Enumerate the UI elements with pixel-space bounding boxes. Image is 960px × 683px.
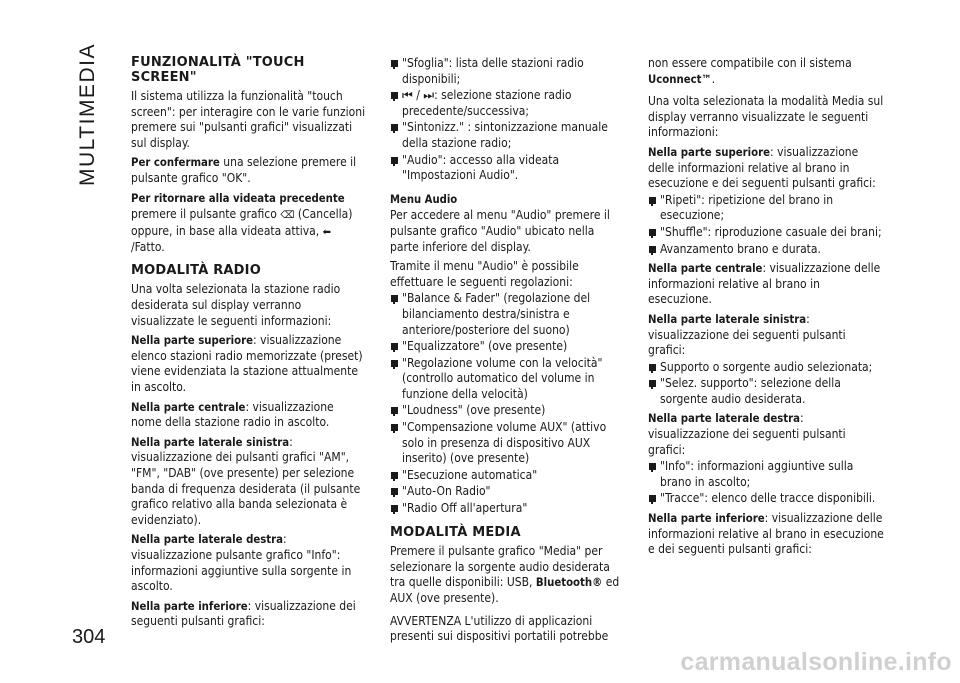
bullet-icon — [649, 229, 656, 236]
column-1 — [131, 56, 367, 631]
heading-media: MODALITÀ MEDIA — [390, 524, 521, 540]
list-item: "Sintonizz." : sintonizzazione manuale della stazione radio; — [390, 120, 626, 151]
paragraph-media-left: Nella parte laterale sinistra: visualizzazione dei seguenti pulsanti grafici: — [648, 311, 846, 358]
bullet-icon — [391, 505, 398, 512]
list-item: "Balance & Fader" (regolazione del bilanciamento destra/sinistra e anteriore/posteriore del suono) — [390, 291, 626, 338]
list-item: "Tracce": elenco delle tracce disponibili. — [648, 491, 884, 507]
heading-radio: MODALITÀ RADIO — [131, 262, 261, 278]
back-arrow-icon: ⬅ — [322, 226, 332, 238]
label-confirm: Per confermare — [131, 156, 220, 170]
list-item: Avanzamento brano e durata. — [648, 242, 884, 258]
list-item: "Compensazione volume AUX" (attivo solo in presenza di dispositivo AUX inserito) (ove presente) — [390, 420, 626, 467]
paragraph-media-top: Nella parte superiore: visualizzazione delle informazioni relative al brano in esecuzione e dei seguenti pulsanti grafici: — [648, 144, 876, 191]
paragraph-radio-right: Nella parte laterale destra: visualizzazione pulsante grafico "Info": informazioni aggiuntive sulla sorgente in ascolto. — [131, 532, 352, 594]
column-3 — [648, 56, 884, 559]
list-item: "Radio Off all'apertura" — [390, 501, 626, 517]
bullet-icon — [391, 124, 398, 131]
paragraph-media: Premere il pulsante grafico "Media" per selezionare la sorgente audio desiderata tra quelle disponibili: USB, Bluetooth® ed AUX (ove presente). — [390, 544, 620, 605]
paragraph-radio-center: Nella parte centrale: visualizzazione nome della stazione radio in ascolto. — [131, 399, 334, 430]
list-item: Supporto o sorgente audio selezionata; — [648, 360, 884, 376]
paragraph-menu-audio-options: Tramite il menu "Audio" è possibile effettuare le seguenti regolazioni: — [390, 259, 579, 289]
paragraph-intro: Il sistema utilizza la funzionalità "touch screen": per interagire con le varie funzioni premere sui "pulsanti grafici" visualizzati sul display. — [131, 89, 366, 150]
bullet-icon — [649, 364, 656, 371]
bullet-icon — [391, 343, 398, 350]
bullet-icon — [391, 295, 398, 302]
paragraph-compat: non essere compatibile con il sistema Uconnect™. — [648, 56, 852, 86]
watermark: carmanualsonline.info — [680, 648, 952, 676]
paragraph-back: premere il pulsante grafico ⌫ (Cancella) oppure, in base alla videata attiva, ⬅ /Fatto. — [131, 207, 353, 255]
paragraph-media-intro: Una volta selezionata la modalità Media sul display verranno visualizzate le seguenti informazioni: — [648, 94, 884, 140]
bullet-icon — [391, 472, 398, 479]
paragraph-warning: AVVERTENZA L'utilizzo di applicazioni presenti sui dispositivi portatili potrebbe — [390, 613, 609, 644]
section-label: MULTIMEDIA — [76, 43, 99, 186]
list-item: ⏮ / ⏭: selezione stazione radio precedente/successiva; — [390, 88, 626, 119]
list-item: "Regolazione volume con la velocità" (controllo automatico del volume in funzione della velocità) — [390, 356, 626, 403]
label-back: Per ritornare alla videata precedente — [131, 191, 345, 205]
bullet-icon — [391, 60, 398, 67]
list-item: "Auto-On Radio" — [390, 484, 626, 500]
page-number: 304 — [72, 626, 106, 648]
paragraph-menu-audio: Per accedere al menu "Audio" premere il pulsante grafico "Audio" ubicato nella parte inferiore del display. — [390, 208, 610, 254]
paragraph-media-right: Nella parte laterale destra: visualizzazione dei seguenti pulsanti grafici: — [648, 411, 846, 457]
bullet-icon — [391, 92, 398, 99]
list-item: "Audio": accesso alla videata "Impostazioni Audio". — [390, 153, 626, 184]
heading-menu-audio: Menu Audio — [390, 192, 458, 206]
delete-icon: ⌫ — [280, 210, 295, 222]
bullet-icon — [391, 360, 398, 367]
bullet-icon — [649, 246, 656, 253]
column-2 — [390, 56, 626, 646]
paragraph-radio-intro: Una volta selezionata la stazione radio desiderata sul display verranno visualizzate le seguenti informazioni: — [131, 282, 341, 328]
bullet-icon — [649, 380, 656, 387]
bullet-icon — [391, 407, 398, 414]
bullet-icon — [391, 424, 398, 431]
list-item: "Esecuzione automatica" — [390, 468, 626, 484]
bullet-icon — [649, 495, 656, 502]
list-item: "Info": informazioni aggiuntive sulla brano in ascolto; — [648, 459, 884, 490]
bullet-icon — [391, 488, 398, 495]
list-item: "Shuffle": riproduzione casuale dei brani; — [648, 225, 884, 241]
paragraph-radio-left: Nella parte laterale sinistra: visualizzazione dei pulsanti grafici "AM", "FM", "DAB" (ove presente) per selezione banda di frequenza desiderata (il pulsante grafico relativo alla banda selezionata è evidenziato). — [131, 434, 361, 527]
list-item: "Equalizzatore" (ove presente) — [390, 339, 626, 355]
list-item: "Loudness" (ove presente) — [390, 403, 626, 419]
list-item: "Ripeti": ripetizione del brano in esecuzione; — [648, 193, 884, 224]
bullet-icon — [391, 157, 398, 164]
paragraph-radio-top: Nella parte superiore: visualizzazione elenco stazioni radio memorizzate (preset) viene evidenziata la stazione attualmente in ascolto. — [131, 333, 363, 394]
bullet-icon — [649, 197, 656, 204]
paragraph-radio-bottom: Nella parte inferiore: visualizzazione dei seguenti pulsanti grafici: — [131, 598, 356, 629]
list-item: "Selez. supporto": selezione della sorgente audio desiderata. — [648, 376, 884, 407]
bullet-icon — [649, 463, 656, 470]
paragraph-media-bottom: Nella parte inferiore: visualizzazione delle informazioni relative al brano in esecuzione e dei seguenti pulsanti grafici: — [648, 511, 884, 557]
heading-touch-screen: FUNZIONALITÀ "TOUCH SCREEN" — [131, 55, 305, 85]
list-item: "Sfoglia": lista delle stazioni radio disponibili; — [390, 56, 626, 87]
paragraph-media-center: Nella parte centrale: visualizzazione delle informazioni relative al brano in esecuzione. — [648, 261, 881, 307]
paragraph-confirm: Per confermare una selezione premere il pulsante grafico "OK". — [131, 155, 357, 185]
